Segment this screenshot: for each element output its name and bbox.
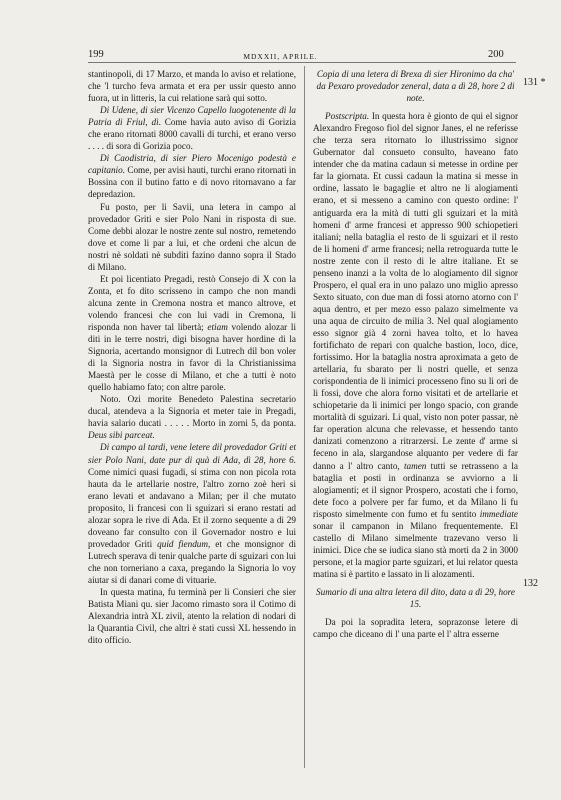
page-number-right: 200 bbox=[488, 49, 504, 60]
italic-phrase: quid fiendum, bbox=[157, 538, 211, 549]
paragraph-text: Da poi la sopradita letera, soprazonse letere di campo che diceano di l' una parte el l' altra esserne bbox=[313, 617, 518, 640]
left-column bbox=[88, 68, 296, 646]
paragraph-text: stantinopoli, di 17 Marzo, et manda lo aviso et relatione, che 'l turcho feva armata et era per ussir questo anno fuora, ut in litteris, la cui relatione sarà qui sotto. bbox=[88, 69, 296, 104]
paragraph bbox=[88, 393, 296, 441]
margin-note: 132 bbox=[523, 578, 538, 589]
paragraph bbox=[313, 616, 518, 640]
paragraph bbox=[88, 68, 296, 104]
paragraph-text: Come, per avisi hauti, turchi erano ritornati in Bossina con il butino fatto e di novo ritornavano a far depredazion. bbox=[88, 165, 297, 200]
section-heading: Copia di una letera di Brexa di sier Hironimo da cha' da Pexaro provedador zeneral, data a dì 28, hore 2 di note. bbox=[316, 69, 515, 104]
paragraph bbox=[88, 586, 296, 646]
paragraph-heading: Di Udene, di sier Vicenzo Capello luogotenente di la Patria di Friul, dì bbox=[88, 105, 296, 128]
paragraph-text: Fu posto, per li Savii, una letera in campo al provedador Griti e sier Polo Nani in risposta di sue. Come debbi alozar le nostre zente sul nostro, remetendo dove et come li par a lui, et che ordeni che alcun de nostri nè soldati nè subditi fazino danno sopra il Stado di Milano. bbox=[88, 201, 296, 272]
section-heading: Sumario di una altra letera dil dito, data a dì 29, hore 15. bbox=[316, 586, 515, 610]
header-rule bbox=[88, 62, 516, 63]
italic-word: etiam bbox=[207, 321, 228, 332]
paragraph bbox=[88, 201, 296, 273]
paragraph-text: Noto. Ozi morite Benedeto Palestina secretario ducal, atendeva a la Signoria et meter taie in Pregadi, havia salario ducati . . . . . Morto in zorni 5, da ponta. bbox=[88, 394, 296, 429]
right-column bbox=[313, 68, 518, 640]
italic-word: immediate bbox=[479, 508, 518, 519]
paragraph-text: In questa hora è gionto de qui el signor Alexandro Fregoso fiol del signor Janes, el ne referisse che terza sera ritornato lo illustrissimo signor Gubernator dal consueto consulto, haveano fato intender che da matina cadaun si metesse in ordine per far la giornata. Et cussì cadaun la matina si messe in ordine, lassato le bagaglie et altro ne li alogiamenti erano, et si messeno a camino con questo ordine: l' antiguarda era la mità di tutti gli sguizari et la mità homeni d' arme francesi et appresso 900 schiopetieri italiani; nella bataglia el resto de li sguizari et il resto de li homeni d' arme francesi; nella retroguarda tutte le nostre zente con il resto di le altre italiane. Et se penseno inanzi a la volta de lo alogiamento dil signor Prospero, el qual era in uno palazo uno miglio apresso Sexto situato, con due man di fossi atorno atorno con l' aqua dentro, et per mezo esso palazo simelmente va una aqua de circuito de milia 3. Nel qual alogiamento esso signor già 4 zorni havea tolto, et lo havea fortifichato de repari con qualche bastion, loco, dice, fortissimo. Hor la bataglia nostra aproximata a geto de artellaria, fu sbarato per li nostri quelle, et senza corispondentia de li inimici processeno fino su li ori de li fossi, dove che alora forno visitati et de artellarie et schiopetarie da li inimici per longo spacio, con grande mortalità di sguizari. Li qual, visto non poter passar, nè far operation alcuna che relevasse, et hessendo tanto danizati comenzono a ritrarzersi. Le zente d' arme si feceno in ala, slargandose alquanto per vedere di far danno a l' altro canto, bbox=[313, 111, 518, 471]
page-number-left: 199 bbox=[88, 49, 104, 60]
paragraph-heading: Di Caodistria, di sier Piero Mocenigo podestà e capitanio. bbox=[88, 153, 296, 176]
paragraph bbox=[88, 441, 296, 586]
paragraph bbox=[88, 104, 296, 152]
paragraph bbox=[313, 110, 518, 580]
italic-phrase: Deus sibi parceat. bbox=[88, 430, 155, 441]
postscript-label: Postscripta. bbox=[325, 111, 370, 122]
italic-word: tamen bbox=[403, 460, 427, 471]
paragraph-text: volendo alozar li diti in le terre nostri, digi bisogna haver hordine di la Signoria, acertando monsignor di Lutrech dil bon voler di la Signoria nostra in favor di la Christianissima Maestà per le cosse di Milano, et che a tutti è noto quello habiamo fato; con altre parole. bbox=[88, 321, 297, 393]
paragraph bbox=[88, 273, 296, 393]
paragraph-text: In questa matina, fu terminà per li Consieri che sier Batista Miani qu. sier Jacomo rimasto sora il Cotimo di Alexandria intrà XL zivil, atento la relation di nodari di la Quarantia Civil, che altri è stati cussì XL hessendo in dito officio. bbox=[88, 587, 296, 646]
paragraph-heading: Di campo al tardi, vene letere dil provedador Griti et sier Polo Nani, date pur di quà di Ada, dì 28, hore 6. bbox=[88, 442, 296, 465]
paragraph-text: Come nimici quasi fugadi, si stima con non picola rota hauta da le artellarie nostre, l'altro zorno zoè heri si erano levati et andavano a Milan; per il che mutato proposito, li francesi con li sguizari si erano restati ad alozar sopra le rive di Ada. Et il zorno sequente a dì 29 doveano far consulto con il Governador nostro e lui provedador Griti bbox=[88, 466, 296, 549]
running-title: MDXXII, APRILE. bbox=[243, 52, 318, 61]
paragraph-text: sonar il campanon in Milano frequentemente. El castello di Milano simelmente trazevano verso li inimici. Dice che se iudica siano stà morti da 2 in 3000 persone, et la magior parte sguizari, et lui relator questa matina si è partito e lassato in li alozamenti. bbox=[313, 520, 518, 579]
paragraph-text: et che monsignor di Lutrech sperava di tenir qualche parte di sguizari con lui che non torneriano a caxa, pregando la Signoria lo voy aiutar si di danari come di vituarie. bbox=[88, 538, 297, 585]
column-divider bbox=[304, 66, 305, 768]
paragraph bbox=[88, 152, 296, 200]
paragraph-text: . Come havia auto aviso di Gorizia che erano ritornati 8000 cavalli di turchi, et erano verso . . . . di sora di Gorizia poco. bbox=[88, 117, 296, 152]
paragraph-text: Et poi licentiato Pregadi, restò Consejo di X con la Zonta, et fo dito scrisseno in campo che non mandi alcuna zente in Cremona nostra et manco altrove, et volendo francesi che con lui vadi in Cremona, li risponda non haver tal libertà; bbox=[88, 273, 296, 332]
margin-note: 131 * bbox=[523, 77, 546, 88]
paragraph-text: tutti se retrasseno a la bataglia et posti in ordinanza se avviorno a li alogiamenti; et il signor Prospero, acostati che i forno, dete foco a polvere per far fumo, et da Milano li fu risposto simelmente con fumo et fu sentito bbox=[313, 460, 518, 519]
